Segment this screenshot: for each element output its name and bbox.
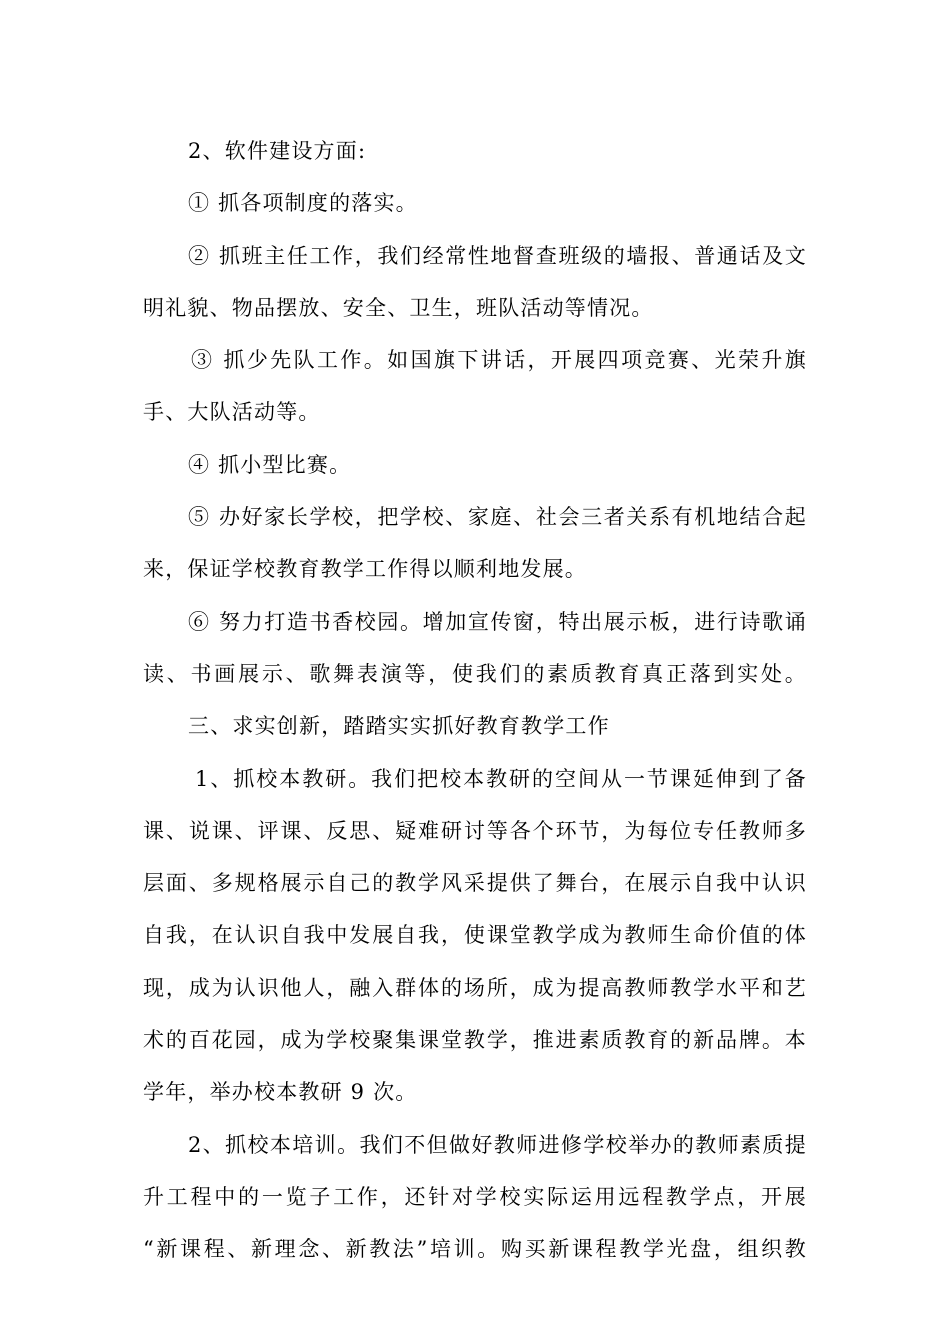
paragraph-2-line: 2、抓校本培训。我们不但做好教师进修学校举办的教师素质提 — [188, 1132, 807, 1157]
paragraph-1-line: 1、抓校本教研。我们把校本教研的空间从一节课延伸到了备 — [195, 766, 807, 791]
list-item-6: ⑥ 努力打造书香校园。增加宣传窗，特出展示板，进行诗歌诵 — [188, 609, 807, 634]
list-item-1: ① 抓各项制度的落实。 — [188, 191, 418, 216]
list-item-2-cont: 明礼貌、物品摆放、安全、卫生，班队活动等情况。 — [143, 295, 654, 320]
list-item-3: ③ 抓少先队工作。如国旗下讲话，开展四项竞赛、光荣升旗 — [191, 348, 807, 373]
paragraph-2-line: 升工程中的一览子工作，还针对学校实际运用远程教学点，开展 — [143, 1184, 807, 1209]
list-item-5-cont: 来，保证学校教育教学工作得以顺利地发展。 — [143, 557, 587, 582]
list-item-6-cont: 读、书画展示、歌舞表演等，使我们的素质教育真正落到实处。 — [143, 661, 807, 686]
list-item-2: ② 抓班主任工作，我们经常性地督查班级的墙报、普通话及文 — [188, 243, 807, 268]
paragraph-1-line: 层面、多规格展示自己的教学风采提供了舞台，在展示自我中认识 — [143, 871, 807, 896]
list-item-4: ④ 抓小型比赛。 — [188, 452, 352, 477]
section-heading-software: 2、软件建设方面: — [188, 139, 367, 163]
paragraph-1-line: 自我，在认识自我中发展自我，使课堂教学成为教师生命价值的体 — [143, 923, 807, 948]
paragraph-1-line: 术的百花园，成为学校聚集课堂教学，推进素质教育的新品牌。本 — [143, 1028, 807, 1053]
list-item-5: ⑤ 办好家长学校，把学校、家庭、社会三者关系有机地结合起 — [188, 505, 807, 530]
section-heading-three: 三、求实创新，踏踏实实抓好教育教学工作 — [188, 714, 610, 739]
paragraph-1-line: 课、说课、评课、反思、疑难研讨等各个环节，为每位专任教师多 — [143, 818, 807, 843]
paragraph-1-line: 学年，举办校本教研 9 次。 — [143, 1080, 418, 1105]
document-body — [143, 125, 807, 1276]
paragraph-1-line: 现，成为认识他人，融入群体的场所，成为提高教师教学水平和艺 — [143, 975, 807, 1000]
list-item-3-cont: 手、大队活动等。 — [143, 400, 321, 425]
paragraph-2-line: “新课程、新理念、新教法”培训。购买新课程教学光盘，组织教 — [143, 1237, 807, 1262]
